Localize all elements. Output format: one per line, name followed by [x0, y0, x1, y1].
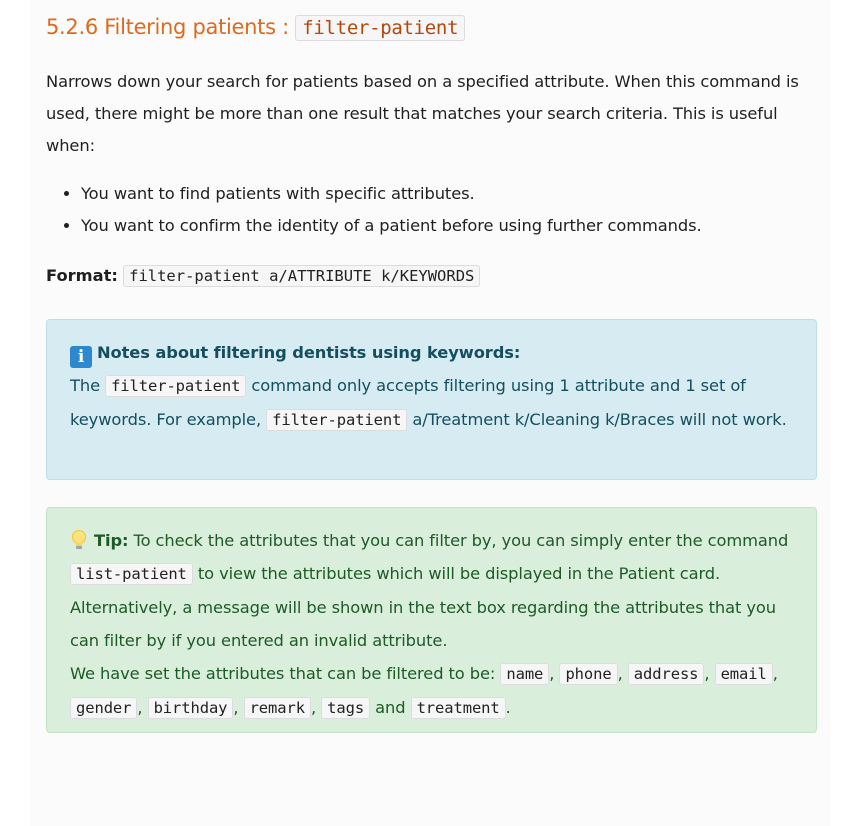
info-text: command only accepts filtering using 1 attribute and 1 set of keywords. For example,	[70, 376, 746, 429]
use-case-list	[46, 178, 702, 242]
info-text: The	[70, 376, 106, 395]
tip-text: to view the attributes which will be displayed in the Patient card. Alternatively, a message will be shown in the text box regarding the attributes that you can filter by if you entered an invalid attribute.	[70, 564, 777, 650]
tip-text: To check the attributes that you can filter by, you can simply enter the command	[128, 531, 789, 550]
tip-attributes-line	[70, 657, 800, 725]
separator: ,	[704, 664, 715, 683]
info-callout	[46, 319, 817, 480]
tip-callout	[46, 507, 817, 733]
lightbulb-icon	[70, 529, 88, 551]
attribute-code: email	[715, 663, 773, 685]
info-text: a/Treatment k/Cleaning k/Braces will not work.	[407, 410, 787, 429]
list-item: • You want to find patients with specific attributes.	[81, 178, 702, 210]
info-body	[70, 369, 800, 437]
page	[30, 0, 830, 826]
separator: ,	[233, 698, 244, 717]
format-label: Format:	[46, 266, 118, 285]
tip-title: Tip:	[94, 531, 129, 550]
attribute-code: address	[628, 663, 705, 685]
section-heading	[46, 15, 465, 39]
attribute-code: treatment	[411, 697, 506, 719]
separator: ,	[617, 664, 628, 683]
intro-paragraph: Narrows down your search for patients based on a specified attribute. When this command is used, there might be more than one result that matches your search criteria. This is useful when:	[46, 72, 799, 155]
conjunction: and	[370, 698, 411, 717]
format-line	[46, 262, 480, 290]
attribute-code: gender	[70, 697, 137, 719]
separator: ,	[137, 698, 148, 717]
attribute-code: phone	[559, 663, 617, 685]
attribute-code: tags	[321, 697, 370, 719]
format-code: filter-patient a/ATTRIBUTE k/KEYWORDS	[123, 265, 480, 287]
attribute-code: remark	[244, 697, 311, 719]
period: .	[505, 698, 511, 717]
info-icon: i	[70, 346, 92, 368]
attribute-code: name	[500, 663, 549, 685]
info-title: Notes about filtering dentists using keywords:	[97, 343, 521, 362]
tip-body	[70, 524, 800, 657]
separator: ,	[310, 698, 322, 717]
inline-code: filter-patient	[266, 409, 407, 431]
inline-code: filter-patient	[105, 375, 246, 397]
separator: ,	[549, 664, 560, 683]
inline-code: list-patient	[70, 563, 193, 585]
heading-code: filter-patient	[295, 15, 465, 41]
heading-text: 5.2.6 Filtering patients :	[46, 15, 296, 39]
tip-text: We have set the attributes that can be filtered to be:	[70, 664, 501, 683]
separator: ,	[772, 664, 778, 683]
attribute-code: birthday	[148, 697, 234, 719]
list-item: • You want to confirm the identity of a patient before using further commands.	[81, 210, 702, 242]
